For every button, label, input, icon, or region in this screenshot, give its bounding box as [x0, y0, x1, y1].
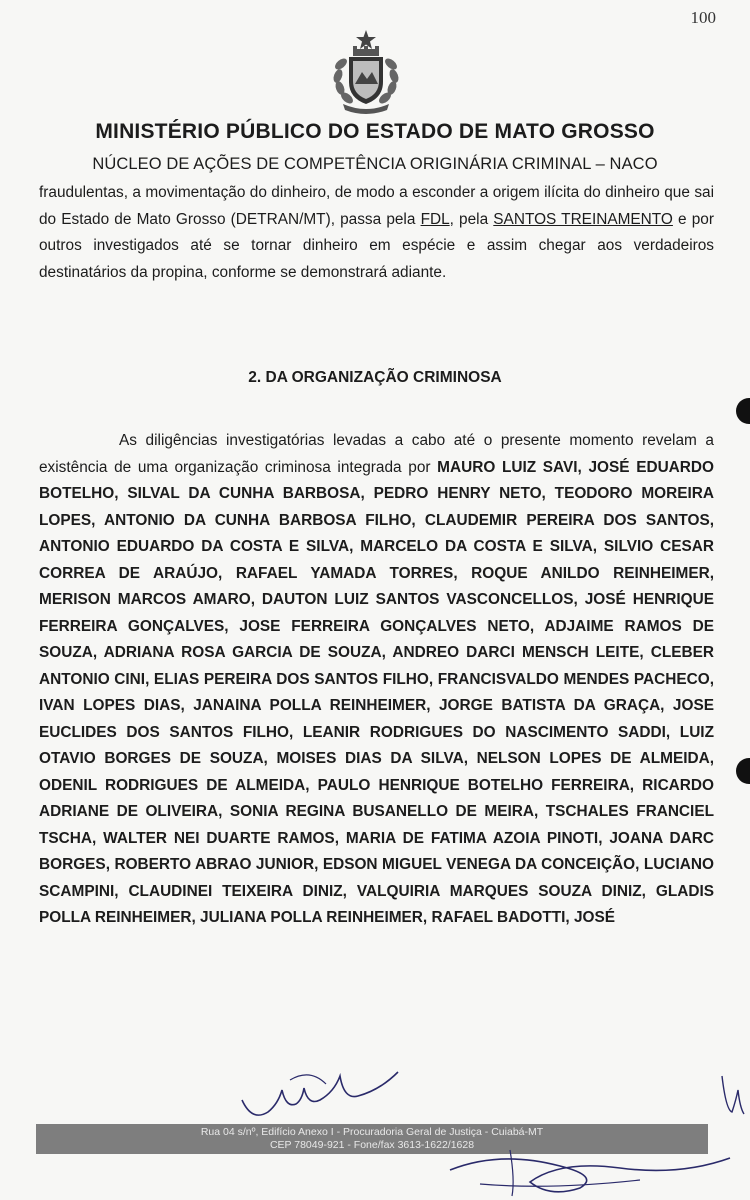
punch-hole-bottom	[736, 758, 750, 784]
paragraph-organization	[39, 428, 714, 932]
initials-signature	[230, 1060, 430, 1130]
paragraph2-names: MAURO LUIZ SAVI, JOSÉ EDUARDO BOTELHO, SILVAL DA CUNHA BARBOSA, PEDRO HENRY NETO, TEODORO MOREIRA LOPES, ANTONIO DA CUNHA BARBOSA FILHO, CLAUDEMIR PEREIRA DOS SANTOS, ANTONIO EDUARDO DA COSTA E SILVA, MARCELO DA COSTA E SILVA, SILVIO CESAR CORREA DE ARAÚJO, RAFAEL YAMADA TORRES, ROQUE ANILDO REINHEIMER, MERISON MARCOS AMARO, DAUTON LUIZ SANTOS VASCONCELLOS, JOSÉ HENRIQUE FERREIRA GONÇALVES, JOSE FERREIRA GONÇALVES NETO, ADJAIME RAMOS DE SOUZA, ADRIANA ROSA GARCIA DE SOUZA, ANDREO DARCI MENSCH LEITE, CLEBER ANTONIO CINI, ELIAS PEREIRA DOS SANTOS FILHO, FRANCISVALDO MENDES PACHECO, IVAN LOPES DIAS, JANAINA POLLA REINHEIMER, JORGE BATISTA DA GRAÇA, JOSE EUCLIDES DOS SANTOS FILHO, LEANIR RODRIGUES DO NASCIMENTO SADDI, LUIZ OTAVIO BORGES DE SOUZA, MOISES DIAS DA SILVA, NELSON LOPES DE ALMEIDA, ODENIL RODRIGUES DE ALMEIDA, PAULO HENRIQUE BOTELHO FERREIRA, RICARDO ADRIANE DE OLIVEIRA, SONIA REGINA BUSANELLO DE MEIRA, TSCHALES FRANCIEL TSCHA, WALTER NEI DUARTE RAMOS, MARIA DE FATIMA AZOIA PINOTI, JOANA DARC BORGES, ROBERTO ABRAO JUNIOR, EDSON MIGUEL VENEGA DA CONCEIÇÃO, LUCIANO SCAMPINI, CLAUDINEI TEIXEIRA DINIZ, VALQUIRIA MARQUES SOUZA DINIZ, GLADIS POLLA REINHEIMER, JULIANA POLLA REINHEIMER, RAFAEL BADOTTI, JOSÉ	[39, 458, 714, 926]
footer-address-bar	[36, 1124, 708, 1154]
underlined-fdl: FDL	[420, 210, 450, 228]
paragraph1-part3: e por outros investigados até se tornar dinheiro em espécie e assim chegar aos verdadeiros destinatários da propina, conforme se demonstrará adiante.	[39, 210, 714, 281]
paragraph2-intro: As diligências investigatórias levadas a cabo até o presente momento revelam a existência de uma organização criminosa integrada por	[39, 432, 714, 476]
mato-grosso-coat-of-arms-icon	[331, 28, 401, 114]
page-number: 100	[690, 8, 716, 27]
paragraph1-part2: , pela	[449, 210, 494, 228]
margin-initial	[718, 1070, 748, 1120]
footer-address-line: Rua 04 s/nº, Edifício Anexo I - Procuradoria Geral de Justiça - Cuiabá-MT	[200, 1126, 544, 1138]
punch-hole-top	[736, 398, 750, 424]
paragraph-money-flow	[39, 180, 714, 286]
department-subtitle: NÚCLEO DE AÇÕES DE COMPETÊNCIA ORIGINÁRIA CRIMINAL – NACO	[92, 155, 658, 173]
paragraph1-part1: fraudulentas, a movimentação do dinheiro, de modo a esconder a origem ilícita do dinheiro que sai do Estado de Mato Grosso (DETRAN/MT), passa pela	[39, 184, 714, 228]
institution-title: MINISTÉRIO PÚBLICO DO ESTADO DE MATO GROSSO	[95, 120, 655, 143]
section-title: 2. DA ORGANIZAÇÃO CRIMINOSA	[248, 369, 502, 386]
footer-contact-line: CEP 78049-921 - Fone/fax 3613-1622/1628	[269, 1139, 475, 1151]
underlined-santos-treinamento: SANTOS TREINAMENTO	[493, 210, 673, 228]
